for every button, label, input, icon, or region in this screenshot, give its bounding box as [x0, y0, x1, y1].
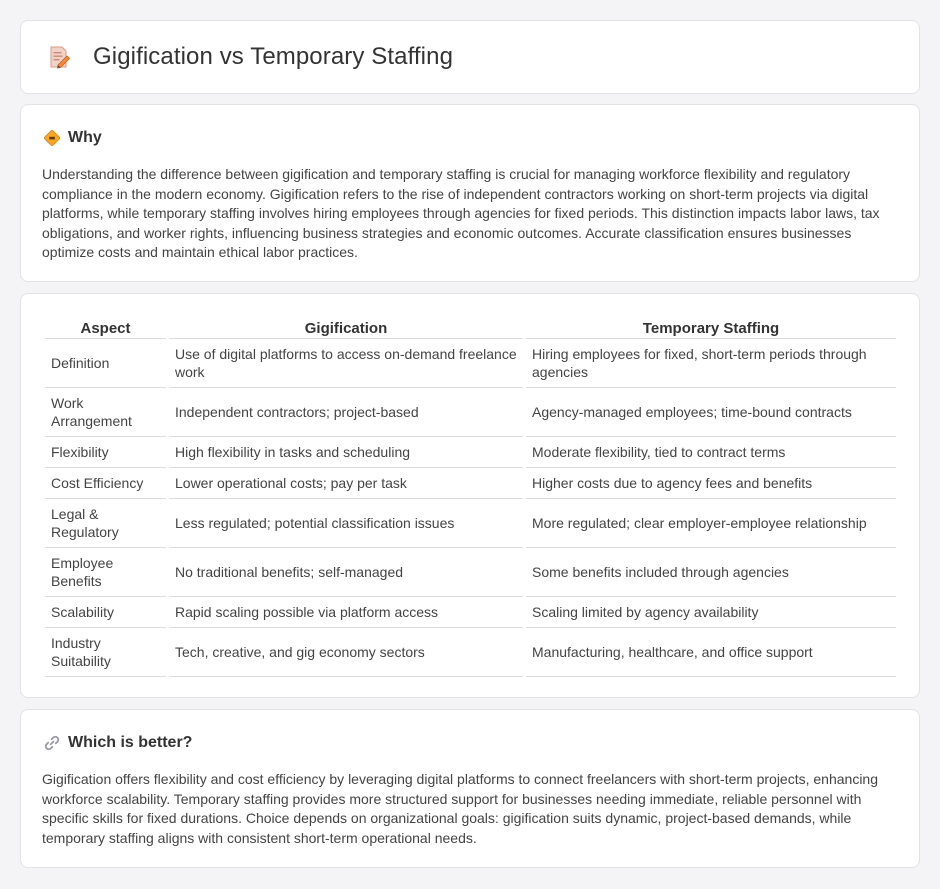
table-row [45, 339, 896, 388]
why-title: Why [68, 129, 102, 146]
table-header-row [45, 317, 896, 339]
temporary-staffing-cell: Hiring employees for fixed, short-term periods through agencies [526, 339, 896, 388]
temporary-staffing-cell: Scaling limited by agency availability [526, 597, 896, 628]
table-row [45, 468, 896, 499]
aspect-cell: Employee Benefits [45, 548, 166, 597]
diamond-sign-icon [43, 129, 61, 147]
which-is-better-section [20, 709, 920, 868]
table-row [45, 628, 896, 677]
gigification-cell: Lower operational costs; pay per task [169, 468, 523, 499]
better-title: Which is better? [68, 734, 193, 751]
temporary-staffing-cell: Agency-managed employees; time-bound contracts [526, 388, 896, 437]
gigification-cell: No traditional benefits; self-managed [169, 548, 523, 597]
gigification-cell: Tech, creative, and gig economy sectors [169, 628, 523, 677]
table-row [45, 437, 896, 468]
header-gigification: Gigification [169, 317, 523, 339]
aspect-cell: Legal & Regulatory [45, 499, 166, 548]
table-row [45, 548, 896, 597]
comparison-table-card [20, 293, 920, 698]
header-temporary-staffing: Temporary Staffing [526, 317, 896, 339]
gigification-cell: Use of digital platforms to access on-demand freelance work [169, 339, 523, 388]
temporary-staffing-cell: Manufacturing, healthcare, and office support [526, 628, 896, 677]
aspect-cell: Work Arrangement [45, 388, 166, 437]
aspect-cell: Definition [45, 339, 166, 388]
gigification-cell: Independent contractors; project-based [169, 388, 523, 437]
why-section [20, 104, 920, 282]
temporary-staffing-cell: Some benefits included through agencies [526, 548, 896, 597]
aspect-cell: Cost Efficiency [45, 468, 166, 499]
header-card [20, 20, 920, 94]
aspect-cell: Industry Suitability [45, 628, 166, 677]
temporary-staffing-cell: Higher costs due to agency fees and benefits [526, 468, 896, 499]
document-pencil-icon [47, 45, 71, 69]
gigification-cell: Rapid scaling possible via platform access [169, 597, 523, 628]
link-icon [43, 734, 61, 752]
table-row [45, 388, 896, 437]
comparison-table [42, 317, 899, 677]
page-title: Gigification vs Temporary Staffing [93, 43, 454, 70]
aspect-cell: Scalability [45, 597, 166, 628]
temporary-staffing-cell: More regulated; clear employer-employee relationship [526, 499, 896, 548]
table-row [45, 597, 896, 628]
better-text: Gigification offers flexibility and cost efficiency by leveraging digital platforms to connect freelancers with short-term projects, enhancing workforce scalability. Temporary staffing provides more structured support for businesses needing immediate, reliable personnel with specific skills for fixed durations. Choice depends on organizational goals: gigification suits dynamic, project-based demands, while temporary staffing aligns with consistent short-term operational needs. [42, 771, 879, 846]
header-aspect: Aspect [45, 317, 166, 339]
table-row [45, 499, 896, 548]
why-text: Understanding the difference between gigification and temporary staffing is crucial for managing workforce flexibility and regulatory compliance in the modern economy. Gigification refers to the rise of independent contractors working on short-term projects via digital platforms, while temporary staffing involves hiring employees through agencies for fixed periods. This distinction impacts labor laws, tax obligations, and worker rights, influencing business strategies and economic outcomes. Accurate classification ensures businesses optimize costs and maintain ethical labor practices. [42, 166, 880, 260]
aspect-cell: Flexibility [45, 437, 166, 468]
gigification-cell: Less regulated; potential classification issues [169, 499, 523, 548]
gigification-cell: High flexibility in tasks and scheduling [169, 437, 523, 468]
temporary-staffing-cell: Moderate flexibility, tied to contract terms [526, 437, 896, 468]
